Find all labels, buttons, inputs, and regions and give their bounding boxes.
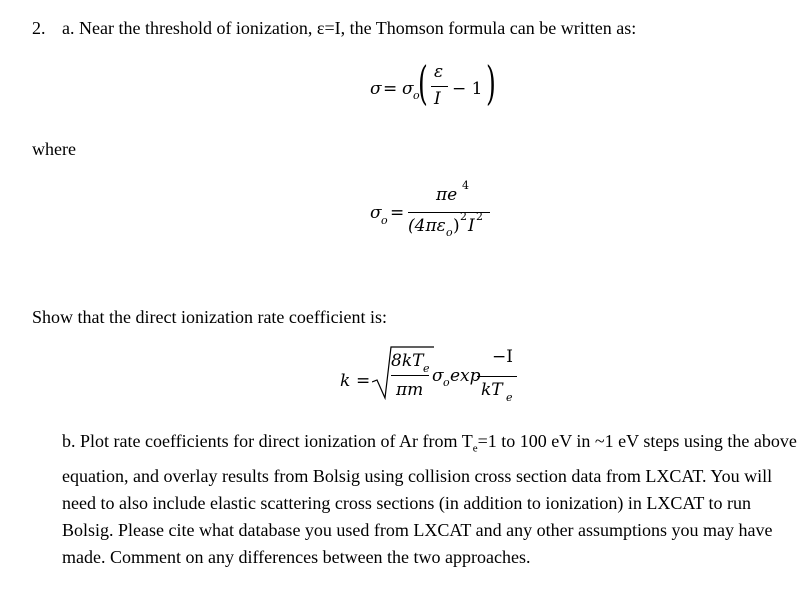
- eq3-exp: exp: [450, 366, 481, 386]
- eq1-minus-one: − 1: [452, 79, 483, 99]
- eq2-den-sup1: 2: [460, 210, 467, 223]
- eq3-sigma: σ: [432, 366, 444, 386]
- eq3-frac-num: −I: [492, 347, 513, 367]
- eq2-den-sup2: 2: [476, 210, 483, 223]
- part-b-paragraph: [62, 428, 804, 571]
- eq1-num: ε: [434, 62, 444, 82]
- eq1-lhs: σ: [370, 79, 382, 99]
- eq3-frac-den: kT: [481, 380, 503, 400]
- eq2-den-sub: o: [446, 226, 453, 239]
- part-a-intro: a. Near the threshold of ionization, ε=I, the Thomson formula can be written as:: [62, 18, 637, 38]
- where-label: where: [32, 139, 76, 159]
- eq2-num: πe: [436, 185, 458, 205]
- eq3-lhs: k: [340, 371, 351, 391]
- part-b-text-rest: =1 to 100 eV in ~1 eV steps using the above equation, and overlay results from Bolsig using collision cross section data from LXCAT. You will need to also include elastic scattering cross sections (in addition to ionization) in LXCAT to run Bolsig. Please cite what database you used from LXCAT and any other assumptions you may have made. Comment on any differences between the two approaches.: [62, 431, 797, 567]
- eq1-fraction-bar: [431, 86, 448, 87]
- eq3-frac-den-sub: e: [506, 391, 513, 404]
- eq2-num-sup: 4: [462, 179, 469, 192]
- eq2-lhs-sub: o: [381, 214, 388, 227]
- part-b-te-sub: e: [472, 442, 478, 455]
- eq3-sqrt-fraction-bar: [391, 375, 429, 376]
- eq3-equals: =: [356, 371, 371, 391]
- eq2-lhs: σ: [370, 203, 382, 223]
- show-label: Show that the direct ionization rate coefficient is:: [32, 307, 388, 327]
- question-number: 2.: [32, 18, 46, 38]
- part-b-text: b. Plot rate coefficients for direct ionization of Ar from T: [62, 431, 473, 451]
- eq1-sigma0: σ: [402, 79, 414, 99]
- eq1-den: I: [434, 89, 441, 109]
- eq1-equals: =: [383, 79, 398, 99]
- eq3-sqrt-den: πm: [396, 380, 424, 400]
- eq3-sigma-sub: o: [443, 376, 450, 389]
- eq1-right-paren: ): [486, 56, 496, 110]
- eq1-sigma0-sub: o: [413, 89, 420, 102]
- eq2-den-b: ): [453, 216, 460, 236]
- eq2-den-c: I: [468, 216, 475, 236]
- eq3-exp-fraction-bar: [477, 376, 517, 377]
- eq1-left-paren: (: [418, 56, 428, 110]
- eq2-den-a: (4πε: [408, 216, 446, 236]
- eq3-sqrt-num-sub: e: [423, 362, 430, 375]
- eq3-sqrt-num: 8kT: [391, 351, 424, 371]
- eq2-equals: =: [390, 203, 405, 223]
